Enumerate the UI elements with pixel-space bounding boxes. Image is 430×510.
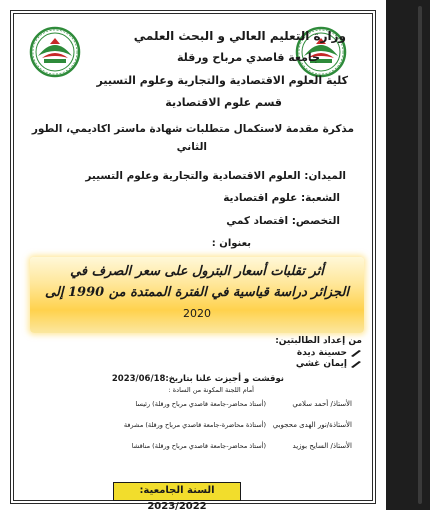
pen-icon [350, 360, 362, 368]
committee-label: أمام اللجنة المكونة من السادة : [168, 386, 254, 394]
specialty-line: التخصص: اقتصاد كمي [226, 215, 340, 227]
faculty-name: كلية العلوم الاقتصادية والتجارية وعلوم التسيير [96, 74, 348, 87]
viewer-side-panel [386, 0, 430, 510]
title-label: بعنوان : [211, 238, 251, 249]
field-line: الميدان: العلوم الاقتصادية والتجارية وعلوم التسيير [85, 170, 346, 182]
pen-icon [350, 349, 362, 357]
defense-date: نوقشت و أجيزت علنا بتاريخ:2023/06/18 [111, 374, 284, 384]
ministry-heading: وزارة التعليم العالي و البحث العلمي [133, 29, 346, 43]
committee-member-1-name: الأستاذ/ أحمد سلامي [292, 400, 352, 408]
student-name-1 [0, 348, 362, 358]
scrollbar-track[interactable] [418, 6, 422, 504]
department-name: قسم علوم الاقتصادية [165, 96, 282, 109]
thesis-title [36, 261, 358, 324]
academic-year-box: السنة الجامعية: 2023/2022 [113, 482, 241, 501]
committee-member-2-name: الأستاذة/نور الهدى محجوبي [272, 421, 352, 429]
title-banner [30, 257, 364, 333]
thesis-title-line-1: أثر تقلبات أسعار البترول على سعر الصرف في [70, 264, 324, 279]
committee-member-2-rank: (أستاذة محاضرة-جامعة قاصدي مرباح ورقلة) مشرفة [123, 421, 266, 429]
committee-member-1-rank: (أستاذ محاضر-جامعة قاصدي مرباح ورقلة) رئيسا [135, 400, 266, 408]
memo-line-2: الثاني [176, 141, 207, 153]
branch-line: الشعبة: علوم اقتصادية [223, 192, 340, 204]
students-label: من إعداد الطالبتين: [275, 336, 362, 346]
student-name-text-2: إيمان غشي [295, 359, 347, 369]
committee-member-3-rank: (أستاذ محاضر-جامعة قاصدي مرباح ورقلة) مناقشا [131, 442, 266, 450]
student-name-text-1: حسينة ديدة [296, 348, 347, 358]
committee-member-3-name: الأستاذ/ السايح بوزيد [292, 442, 352, 450]
memo-line-1: مذكرة مقدمة لاستكمال متطلبات شهادة ماستر اكاديمي، الطور [31, 123, 354, 135]
thesis-title-line-3: 2020 [183, 307, 211, 320]
student-name-2 [0, 359, 362, 369]
thesis-title-line-2: الجزائر دراسة قياسية في الفترة الممتدة من 1990 إلى [45, 285, 349, 300]
university-name: جامعة قاصدي مرباح ورقلة [176, 51, 320, 64]
